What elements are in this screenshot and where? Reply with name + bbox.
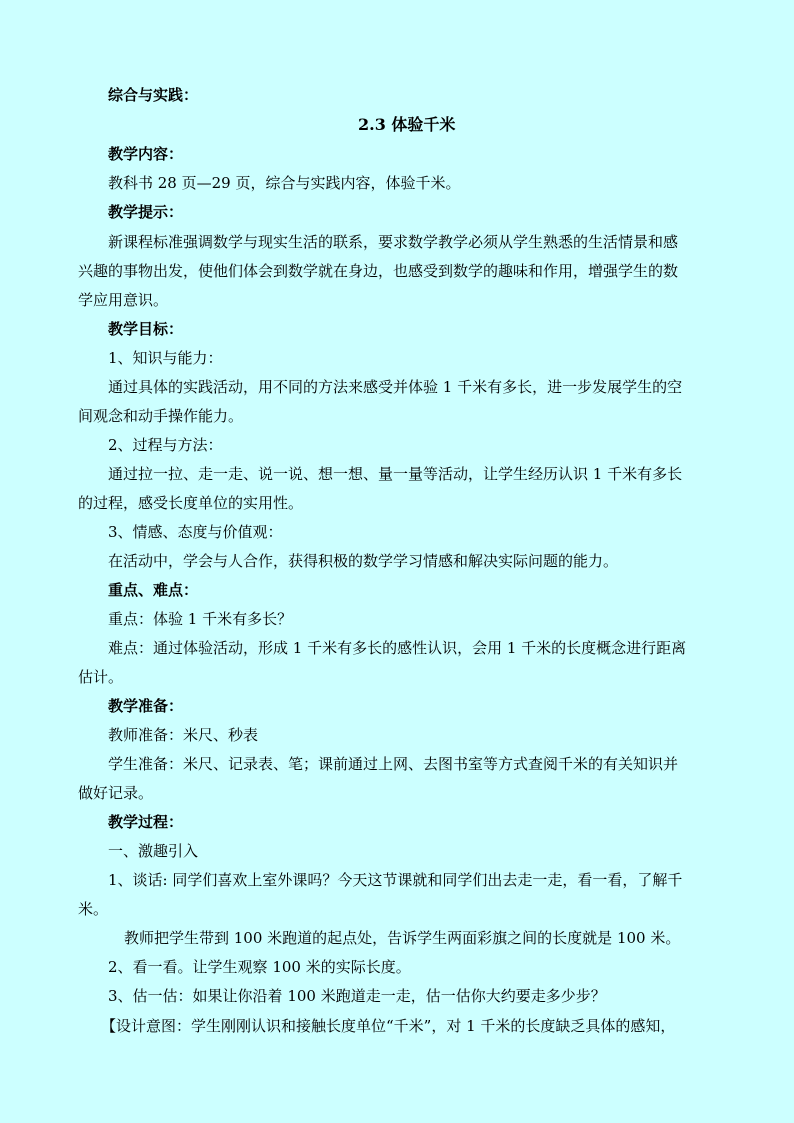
difficulty-line: 难点：通过体验活动，形成 1 千米有多长的感性认识，会用 1 千米的长度概念进行距离 — [108, 639, 687, 657]
hint-heading: 教学提示： — [108, 203, 184, 221]
step-1-line: 米。 — [78, 900, 109, 918]
step-2: 2、看一看。让学生观察 100 米的实际长度。 — [108, 958, 411, 976]
content-heading: 教学内容： — [108, 145, 184, 163]
hint-text-line: 学应用意识。 — [78, 291, 169, 309]
prep-heading: 教学准备： — [108, 697, 184, 715]
goal-1-text-line: 通过具体的实践活动，用不同的方法来感受并体验 1 千米有多长，进一步发展学生的空 — [108, 378, 683, 396]
student-prep-line: 做好记录。 — [78, 784, 154, 802]
goal-1-label: 1、知识与能力： — [108, 349, 223, 367]
process-heading: 教学过程： — [108, 813, 184, 831]
design-intent: 【设计意图：学生刚刚认识和接触长度单位“千米”，对 1 千米的长度缺乏具体的感知， — [101, 1017, 676, 1035]
section-label: 综合与实践： — [108, 86, 199, 104]
goal-3-label: 3、情感、态度与价值观： — [108, 523, 283, 541]
process-section-1: 一、激趣引入 — [108, 842, 199, 860]
page-title: 2.3 体验千米 — [358, 115, 456, 134]
goals-heading: 教学目标： — [108, 320, 184, 338]
goal-3-text: 在活动中，学会与人合作，获得积极的数学学习情感和解决实际问题的能力。 — [108, 552, 619, 570]
goal-2-text-line: 通过拉一拉、走一走、说一说、想一想、量一量等活动，让学生经历认识 1 千米有多长 — [108, 465, 683, 483]
goal-2-label: 2、过程与方法： — [108, 436, 223, 454]
key-point: 重点：体验 1 千米有多长？ — [108, 610, 293, 628]
goal-2-text-line: 的过程，感受长度单位的实用性。 — [78, 494, 304, 512]
step-3: 3、估一估：如果让你沿着 100 米跑道走一走，估一估你大约要走多少步？ — [108, 987, 606, 1005]
difficulty-line: 估计。 — [78, 668, 124, 686]
student-prep-line: 学生准备：米尺、记录表、笔；课前通过上网、去图书室等方式查阅千米的有关知识并 — [108, 755, 679, 773]
content-text: 教科书 28 页—29 页，综合与实践内容，体验千米。 — [108, 174, 461, 192]
hint-text-line: 新课程标准强调数学与现实生活的联系，要求数学教学必须从学生熟悉的生活情景和感 — [108, 233, 679, 251]
step-1-detail: 教师把学生带到 100 米跑道的起点处，告诉学生两面彩旗之间的长度就是 100 米。 — [124, 929, 681, 947]
hint-text-line: 兴趣的事物出发，使他们体会到数学就在身边，也感受到数学的趣味和作用，增强学生的数 — [78, 262, 679, 280]
key-heading: 重点、难点： — [108, 581, 199, 599]
goal-1-text-line: 间观念和动手操作能力。 — [78, 407, 244, 425]
step-1-line: 1、谈话: 同学们喜欢上室外课吗？今天这节课就和同学们出去走一走，看一看，了解千 — [108, 871, 683, 889]
teacher-prep: 教师准备：米尺、秒表 — [108, 726, 259, 744]
